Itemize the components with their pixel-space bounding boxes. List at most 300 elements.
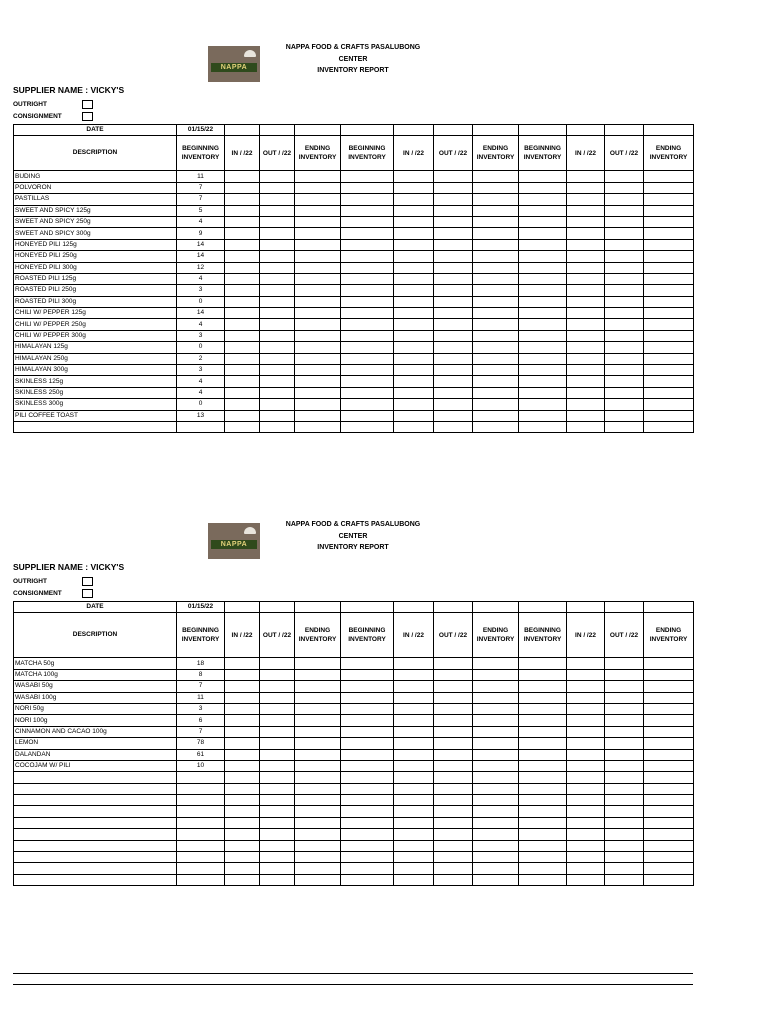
inventory-cell[interactable] bbox=[394, 852, 434, 863]
inventory-cell[interactable] bbox=[434, 726, 473, 737]
inventory-cell[interactable] bbox=[644, 840, 694, 851]
inventory-cell[interactable] bbox=[473, 330, 519, 341]
inventory-cell[interactable] bbox=[295, 296, 341, 307]
inventory-cell[interactable] bbox=[519, 296, 567, 307]
inventory-cell[interactable] bbox=[341, 703, 394, 714]
date-cell[interactable] bbox=[225, 602, 260, 613]
inventory-cell[interactable] bbox=[225, 216, 260, 227]
inventory-cell[interactable] bbox=[519, 365, 567, 376]
inventory-cell[interactable] bbox=[394, 342, 434, 353]
inventory-cell[interactable] bbox=[567, 399, 605, 410]
inventory-cell[interactable] bbox=[605, 681, 644, 692]
inventory-cell[interactable] bbox=[567, 692, 605, 703]
inventory-cell[interactable] bbox=[567, 171, 605, 182]
inventory-cell[interactable] bbox=[567, 806, 605, 817]
inventory-cell[interactable] bbox=[434, 874, 473, 885]
inventory-cell[interactable] bbox=[394, 399, 434, 410]
inventory-cell[interactable] bbox=[260, 296, 295, 307]
inventory-cell[interactable] bbox=[567, 760, 605, 771]
inventory-cell[interactable] bbox=[394, 273, 434, 284]
inventory-cell[interactable] bbox=[434, 376, 473, 387]
inventory-cell[interactable] bbox=[341, 817, 394, 828]
inventory-cell[interactable] bbox=[394, 171, 434, 182]
inventory-cell[interactable] bbox=[295, 783, 341, 794]
inventory-cell[interactable] bbox=[605, 239, 644, 250]
date-cell[interactable] bbox=[260, 125, 295, 136]
inventory-cell[interactable] bbox=[341, 194, 394, 205]
inventory-cell[interactable] bbox=[225, 715, 260, 726]
inventory-cell[interactable] bbox=[295, 399, 341, 410]
inventory-cell[interactable] bbox=[605, 829, 644, 840]
date-cell[interactable] bbox=[567, 602, 605, 613]
inventory-cell[interactable] bbox=[567, 726, 605, 737]
inventory-cell[interactable] bbox=[394, 387, 434, 398]
inventory-cell[interactable] bbox=[295, 806, 341, 817]
inventory-cell[interactable] bbox=[644, 353, 694, 364]
inventory-cell[interactable] bbox=[295, 376, 341, 387]
inventory-cell[interactable] bbox=[605, 852, 644, 863]
inventory-cell[interactable] bbox=[567, 658, 605, 669]
inventory-cell[interactable] bbox=[473, 353, 519, 364]
inventory-cell[interactable] bbox=[260, 421, 295, 432]
inventory-cell[interactable] bbox=[644, 228, 694, 239]
inventory-cell[interactable] bbox=[644, 772, 694, 783]
inventory-cell[interactable] bbox=[394, 308, 434, 319]
date-cell[interactable] bbox=[519, 602, 567, 613]
inventory-cell[interactable] bbox=[434, 658, 473, 669]
inventory-cell[interactable] bbox=[605, 205, 644, 216]
inventory-cell[interactable] bbox=[434, 399, 473, 410]
inventory-cell[interactable] bbox=[473, 692, 519, 703]
inventory-cell[interactable] bbox=[341, 738, 394, 749]
inventory-cell[interactable] bbox=[644, 399, 694, 410]
inventory-cell[interactable] bbox=[260, 738, 295, 749]
inventory-cell[interactable] bbox=[225, 795, 260, 806]
inventory-cell[interactable] bbox=[473, 205, 519, 216]
inventory-cell[interactable] bbox=[225, 681, 260, 692]
inventory-cell[interactable] bbox=[605, 806, 644, 817]
inventory-cell[interactable] bbox=[295, 239, 341, 250]
inventory-cell[interactable] bbox=[260, 194, 295, 205]
inventory-cell[interactable] bbox=[567, 205, 605, 216]
inventory-cell[interactable] bbox=[473, 760, 519, 771]
inventory-cell[interactable] bbox=[295, 852, 341, 863]
inventory-cell[interactable] bbox=[434, 738, 473, 749]
inventory-cell[interactable] bbox=[644, 273, 694, 284]
inventory-cell[interactable] bbox=[605, 703, 644, 714]
inventory-cell[interactable] bbox=[225, 738, 260, 749]
inventory-cell[interactable] bbox=[295, 760, 341, 771]
inventory-cell[interactable] bbox=[341, 829, 394, 840]
inventory-cell[interactable] bbox=[644, 738, 694, 749]
inventory-cell[interactable] bbox=[434, 205, 473, 216]
inventory-cell[interactable] bbox=[605, 760, 644, 771]
inventory-cell[interactable] bbox=[394, 365, 434, 376]
inventory-cell[interactable] bbox=[519, 874, 567, 885]
inventory-cell[interactable] bbox=[394, 410, 434, 421]
inventory-cell[interactable] bbox=[260, 772, 295, 783]
inventory-cell[interactable] bbox=[519, 738, 567, 749]
inventory-cell[interactable] bbox=[434, 795, 473, 806]
inventory-cell[interactable] bbox=[567, 749, 605, 760]
inventory-cell[interactable] bbox=[341, 399, 394, 410]
inventory-cell[interactable] bbox=[519, 852, 567, 863]
inventory-cell[interactable] bbox=[394, 376, 434, 387]
inventory-cell[interactable] bbox=[295, 795, 341, 806]
inventory-cell[interactable] bbox=[225, 840, 260, 851]
inventory-cell[interactable] bbox=[434, 239, 473, 250]
inventory-cell[interactable] bbox=[644, 308, 694, 319]
inventory-cell[interactable] bbox=[260, 852, 295, 863]
inventory-cell[interactable] bbox=[473, 376, 519, 387]
inventory-cell[interactable] bbox=[519, 308, 567, 319]
date-cell[interactable] bbox=[295, 125, 341, 136]
inventory-cell[interactable] bbox=[605, 285, 644, 296]
date-cell[interactable] bbox=[295, 602, 341, 613]
inventory-cell[interactable] bbox=[394, 205, 434, 216]
consignment-checkbox[interactable] bbox=[82, 112, 93, 121]
inventory-cell[interactable] bbox=[295, 171, 341, 182]
inventory-cell[interactable] bbox=[644, 806, 694, 817]
inventory-cell[interactable] bbox=[260, 681, 295, 692]
inventory-cell[interactable] bbox=[519, 239, 567, 250]
inventory-cell[interactable] bbox=[605, 216, 644, 227]
inventory-cell[interactable] bbox=[260, 692, 295, 703]
inventory-cell[interactable] bbox=[260, 817, 295, 828]
inventory-cell[interactable] bbox=[341, 772, 394, 783]
inventory-cell[interactable] bbox=[605, 840, 644, 851]
inventory-cell[interactable] bbox=[341, 365, 394, 376]
inventory-cell[interactable] bbox=[605, 171, 644, 182]
inventory-cell[interactable] bbox=[644, 863, 694, 874]
inventory-cell[interactable] bbox=[473, 852, 519, 863]
inventory-cell[interactable] bbox=[225, 703, 260, 714]
date-cell[interactable] bbox=[519, 125, 567, 136]
inventory-cell[interactable] bbox=[567, 410, 605, 421]
inventory-cell[interactable] bbox=[473, 863, 519, 874]
inventory-cell[interactable] bbox=[225, 285, 260, 296]
inventory-cell[interactable] bbox=[341, 783, 394, 794]
inventory-cell[interactable] bbox=[341, 330, 394, 341]
inventory-cell[interactable] bbox=[473, 421, 519, 432]
inventory-cell[interactable] bbox=[295, 772, 341, 783]
inventory-cell[interactable] bbox=[519, 783, 567, 794]
inventory-cell[interactable] bbox=[341, 692, 394, 703]
inventory-cell[interactable] bbox=[473, 251, 519, 262]
inventory-cell[interactable] bbox=[644, 715, 694, 726]
inventory-cell[interactable] bbox=[260, 840, 295, 851]
inventory-cell[interactable] bbox=[434, 715, 473, 726]
inventory-cell[interactable] bbox=[260, 376, 295, 387]
inventory-cell[interactable] bbox=[519, 863, 567, 874]
inventory-cell[interactable] bbox=[434, 273, 473, 284]
inventory-cell[interactable] bbox=[225, 171, 260, 182]
inventory-cell[interactable] bbox=[473, 829, 519, 840]
inventory-cell[interactable] bbox=[341, 262, 394, 273]
inventory-cell[interactable] bbox=[519, 194, 567, 205]
inventory-cell[interactable] bbox=[260, 239, 295, 250]
inventory-cell[interactable] bbox=[605, 795, 644, 806]
inventory-cell[interactable] bbox=[341, 863, 394, 874]
inventory-cell[interactable] bbox=[473, 399, 519, 410]
inventory-cell[interactable] bbox=[644, 681, 694, 692]
inventory-cell[interactable] bbox=[567, 863, 605, 874]
inventory-cell[interactable] bbox=[473, 216, 519, 227]
inventory-cell[interactable] bbox=[341, 308, 394, 319]
inventory-cell[interactable] bbox=[605, 330, 644, 341]
inventory-cell[interactable] bbox=[225, 330, 260, 341]
inventory-cell[interactable] bbox=[260, 262, 295, 273]
inventory-cell[interactable] bbox=[644, 692, 694, 703]
inventory-cell[interactable] bbox=[295, 251, 341, 262]
inventory-cell[interactable] bbox=[394, 703, 434, 714]
inventory-cell[interactable] bbox=[473, 194, 519, 205]
inventory-cell[interactable] bbox=[260, 308, 295, 319]
inventory-cell[interactable] bbox=[519, 692, 567, 703]
inventory-cell[interactable] bbox=[644, 239, 694, 250]
inventory-cell[interactable] bbox=[341, 387, 394, 398]
inventory-cell[interactable] bbox=[341, 342, 394, 353]
inventory-cell[interactable] bbox=[434, 669, 473, 680]
inventory-cell[interactable] bbox=[434, 342, 473, 353]
inventory-cell[interactable] bbox=[341, 285, 394, 296]
inventory-cell[interactable] bbox=[434, 421, 473, 432]
inventory-cell[interactable] bbox=[394, 353, 434, 364]
inventory-cell[interactable] bbox=[567, 182, 605, 193]
inventory-cell[interactable] bbox=[434, 353, 473, 364]
inventory-cell[interactable] bbox=[260, 703, 295, 714]
inventory-cell[interactable] bbox=[605, 342, 644, 353]
inventory-cell[interactable] bbox=[225, 251, 260, 262]
inventory-cell[interactable] bbox=[605, 376, 644, 387]
inventory-cell[interactable] bbox=[394, 760, 434, 771]
inventory-cell[interactable] bbox=[295, 308, 341, 319]
date-cell[interactable] bbox=[394, 125, 434, 136]
inventory-cell[interactable] bbox=[605, 296, 644, 307]
inventory-cell[interactable] bbox=[434, 182, 473, 193]
inventory-cell[interactable] bbox=[605, 669, 644, 680]
inventory-cell[interactable] bbox=[519, 262, 567, 273]
inventory-cell[interactable] bbox=[225, 749, 260, 760]
inventory-cell[interactable] bbox=[394, 319, 434, 330]
inventory-cell[interactable] bbox=[394, 738, 434, 749]
inventory-cell[interactable] bbox=[341, 353, 394, 364]
inventory-cell[interactable] bbox=[473, 410, 519, 421]
inventory-cell[interactable] bbox=[434, 171, 473, 182]
inventory-cell[interactable] bbox=[394, 182, 434, 193]
inventory-cell[interactable] bbox=[260, 715, 295, 726]
inventory-cell[interactable] bbox=[225, 194, 260, 205]
date-cell[interactable] bbox=[605, 125, 644, 136]
inventory-cell[interactable] bbox=[394, 421, 434, 432]
outright-checkbox[interactable] bbox=[82, 577, 93, 586]
inventory-cell[interactable] bbox=[644, 216, 694, 227]
inventory-cell[interactable] bbox=[519, 376, 567, 387]
inventory-cell[interactable] bbox=[567, 715, 605, 726]
inventory-cell[interactable] bbox=[225, 692, 260, 703]
inventory-cell[interactable] bbox=[519, 806, 567, 817]
inventory-cell[interactable] bbox=[295, 703, 341, 714]
inventory-cell[interactable] bbox=[434, 760, 473, 771]
inventory-cell[interactable] bbox=[295, 387, 341, 398]
inventory-cell[interactable] bbox=[434, 783, 473, 794]
inventory-cell[interactable] bbox=[394, 863, 434, 874]
inventory-cell[interactable] bbox=[567, 228, 605, 239]
inventory-cell[interactable] bbox=[473, 806, 519, 817]
inventory-cell[interactable] bbox=[260, 874, 295, 885]
inventory-cell[interactable] bbox=[644, 319, 694, 330]
inventory-cell[interactable] bbox=[260, 285, 295, 296]
inventory-cell[interactable] bbox=[225, 726, 260, 737]
inventory-cell[interactable] bbox=[473, 228, 519, 239]
inventory-cell[interactable] bbox=[434, 410, 473, 421]
inventory-cell[interactable] bbox=[434, 319, 473, 330]
inventory-cell[interactable] bbox=[434, 365, 473, 376]
inventory-cell[interactable] bbox=[644, 658, 694, 669]
inventory-cell[interactable] bbox=[394, 829, 434, 840]
inventory-cell[interactable] bbox=[519, 772, 567, 783]
inventory-cell[interactable] bbox=[295, 738, 341, 749]
inventory-cell[interactable] bbox=[473, 874, 519, 885]
inventory-cell[interactable] bbox=[295, 216, 341, 227]
inventory-cell[interactable] bbox=[473, 171, 519, 182]
inventory-cell[interactable] bbox=[434, 251, 473, 262]
inventory-cell[interactable] bbox=[605, 319, 644, 330]
inventory-cell[interactable] bbox=[605, 365, 644, 376]
inventory-cell[interactable] bbox=[434, 692, 473, 703]
inventory-cell[interactable] bbox=[295, 205, 341, 216]
inventory-cell[interactable] bbox=[394, 840, 434, 851]
inventory-cell[interactable] bbox=[567, 738, 605, 749]
inventory-cell[interactable] bbox=[644, 251, 694, 262]
inventory-cell[interactable] bbox=[225, 296, 260, 307]
inventory-cell[interactable] bbox=[260, 205, 295, 216]
inventory-cell[interactable] bbox=[644, 669, 694, 680]
inventory-cell[interactable] bbox=[341, 669, 394, 680]
inventory-cell[interactable] bbox=[519, 795, 567, 806]
inventory-cell[interactable] bbox=[341, 239, 394, 250]
inventory-cell[interactable] bbox=[225, 273, 260, 284]
inventory-cell[interactable] bbox=[567, 783, 605, 794]
inventory-cell[interactable] bbox=[434, 296, 473, 307]
inventory-cell[interactable] bbox=[260, 342, 295, 353]
inventory-cell[interactable] bbox=[394, 715, 434, 726]
inventory-cell[interactable] bbox=[473, 285, 519, 296]
inventory-cell[interactable] bbox=[605, 715, 644, 726]
inventory-cell[interactable] bbox=[644, 262, 694, 273]
inventory-cell[interactable] bbox=[644, 817, 694, 828]
inventory-cell[interactable] bbox=[644, 410, 694, 421]
inventory-cell[interactable] bbox=[567, 852, 605, 863]
inventory-cell[interactable] bbox=[434, 285, 473, 296]
inventory-cell[interactable] bbox=[260, 182, 295, 193]
inventory-cell[interactable] bbox=[394, 239, 434, 250]
inventory-cell[interactable] bbox=[605, 874, 644, 885]
inventory-cell[interactable] bbox=[644, 365, 694, 376]
inventory-cell[interactable] bbox=[394, 669, 434, 680]
inventory-cell[interactable] bbox=[341, 726, 394, 737]
inventory-cell[interactable] bbox=[260, 387, 295, 398]
inventory-cell[interactable] bbox=[394, 783, 434, 794]
inventory-cell[interactable] bbox=[434, 829, 473, 840]
inventory-cell[interactable] bbox=[644, 205, 694, 216]
inventory-cell[interactable] bbox=[225, 376, 260, 387]
inventory-cell[interactable] bbox=[473, 772, 519, 783]
inventory-cell[interactable] bbox=[295, 262, 341, 273]
inventory-cell[interactable] bbox=[567, 817, 605, 828]
inventory-cell[interactable] bbox=[225, 387, 260, 398]
inventory-cell[interactable] bbox=[341, 795, 394, 806]
inventory-cell[interactable] bbox=[295, 874, 341, 885]
inventory-cell[interactable] bbox=[567, 285, 605, 296]
inventory-cell[interactable] bbox=[295, 285, 341, 296]
inventory-cell[interactable] bbox=[519, 182, 567, 193]
inventory-cell[interactable] bbox=[295, 182, 341, 193]
inventory-cell[interactable] bbox=[434, 840, 473, 851]
inventory-cell[interactable] bbox=[394, 251, 434, 262]
inventory-cell[interactable] bbox=[394, 692, 434, 703]
inventory-cell[interactable] bbox=[434, 749, 473, 760]
inventory-cell[interactable] bbox=[567, 262, 605, 273]
inventory-cell[interactable] bbox=[567, 681, 605, 692]
inventory-cell[interactable] bbox=[519, 399, 567, 410]
inventory-cell[interactable] bbox=[394, 806, 434, 817]
inventory-cell[interactable] bbox=[225, 319, 260, 330]
inventory-cell[interactable] bbox=[605, 182, 644, 193]
inventory-cell[interactable] bbox=[519, 410, 567, 421]
inventory-cell[interactable] bbox=[519, 760, 567, 771]
inventory-cell[interactable] bbox=[567, 795, 605, 806]
inventory-cell[interactable] bbox=[473, 795, 519, 806]
inventory-cell[interactable] bbox=[341, 749, 394, 760]
inventory-cell[interactable] bbox=[341, 852, 394, 863]
inventory-cell[interactable] bbox=[394, 194, 434, 205]
inventory-cell[interactable] bbox=[295, 342, 341, 353]
inventory-cell[interactable] bbox=[519, 251, 567, 262]
inventory-cell[interactable] bbox=[260, 726, 295, 737]
inventory-cell[interactable] bbox=[519, 840, 567, 851]
inventory-cell[interactable] bbox=[644, 342, 694, 353]
inventory-cell[interactable] bbox=[394, 681, 434, 692]
inventory-cell[interactable] bbox=[605, 399, 644, 410]
inventory-cell[interactable] bbox=[644, 296, 694, 307]
consignment-checkbox[interactable] bbox=[82, 589, 93, 598]
inventory-cell[interactable] bbox=[260, 410, 295, 421]
inventory-cell[interactable] bbox=[567, 387, 605, 398]
inventory-cell[interactable] bbox=[394, 228, 434, 239]
inventory-cell[interactable] bbox=[225, 421, 260, 432]
inventory-cell[interactable] bbox=[260, 171, 295, 182]
inventory-cell[interactable] bbox=[473, 308, 519, 319]
inventory-cell[interactable] bbox=[341, 806, 394, 817]
inventory-cell[interactable] bbox=[341, 658, 394, 669]
inventory-cell[interactable] bbox=[473, 296, 519, 307]
inventory-cell[interactable] bbox=[394, 296, 434, 307]
inventory-cell[interactable] bbox=[644, 783, 694, 794]
inventory-cell[interactable] bbox=[434, 308, 473, 319]
inventory-cell[interactable] bbox=[341, 874, 394, 885]
inventory-cell[interactable] bbox=[644, 874, 694, 885]
inventory-cell[interactable] bbox=[295, 228, 341, 239]
inventory-cell[interactable] bbox=[434, 194, 473, 205]
inventory-cell[interactable] bbox=[519, 669, 567, 680]
inventory-cell[interactable] bbox=[225, 806, 260, 817]
inventory-cell[interactable] bbox=[567, 829, 605, 840]
inventory-cell[interactable] bbox=[605, 273, 644, 284]
inventory-cell[interactable] bbox=[394, 874, 434, 885]
inventory-cell[interactable] bbox=[394, 262, 434, 273]
inventory-cell[interactable] bbox=[394, 285, 434, 296]
